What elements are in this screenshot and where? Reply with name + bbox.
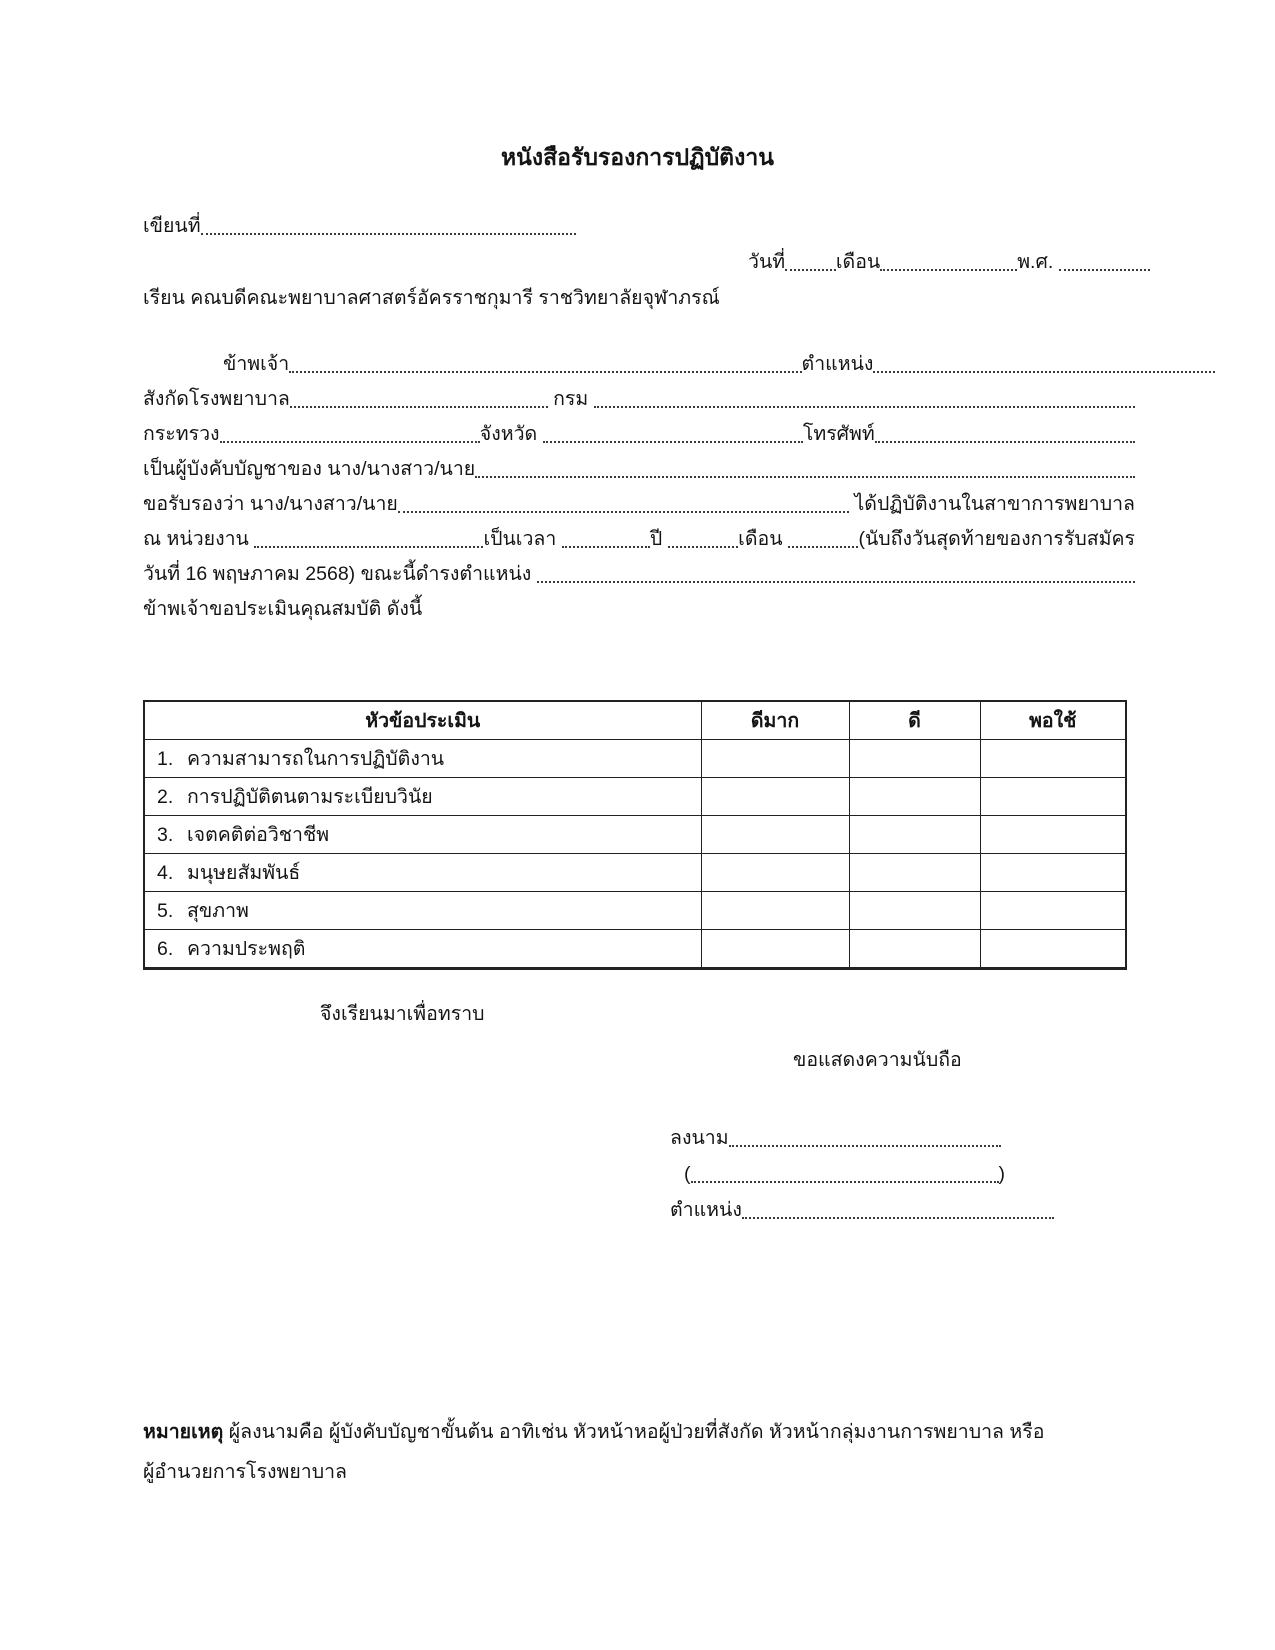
rating-cell-good — [849, 892, 980, 930]
dotted-fill-line — [398, 509, 849, 513]
field-label: สังกัดโรงพยาบาล — [143, 388, 290, 410]
col-header-good: ดี — [849, 701, 980, 740]
rating-cell-fair — [980, 740, 1126, 778]
row-number: 2. — [157, 786, 174, 808]
field-label: ) — [998, 1163, 1005, 1185]
dotted-fill-line — [594, 404, 1135, 408]
rating-cell-very-good — [701, 930, 849, 969]
body-line-evaluate-intro: ข้าพเจ้าขอประเมินคุณสมบัติ ดังนี้ — [143, 598, 423, 620]
rating-cell-very-good — [701, 778, 849, 816]
row-number: 5. — [157, 900, 174, 922]
body-line-unit-duration — [143, 525, 1135, 553]
col-header-topic: หัวข้อประเมิน — [144, 701, 701, 740]
row-topic: ความประพฤติ — [187, 938, 306, 960]
field-label: กรม — [547, 388, 594, 410]
body-line-certify-name — [143, 490, 1135, 518]
rating-cell-very-good — [701, 854, 849, 892]
row-topic: มนุษยสัมพันธ์ — [187, 862, 301, 884]
dotted-fill-line — [785, 267, 836, 271]
field-label: พ.ศ. — [1017, 251, 1059, 273]
field-label: วันที่ — [748, 251, 786, 273]
field-label: ตำแหน่ง — [670, 1199, 742, 1221]
rating-cell-fair — [980, 854, 1126, 892]
field-label: โทรศัพท์ — [802, 423, 875, 445]
col-header-fair: พอใช้ — [980, 701, 1126, 740]
table-header-row — [144, 701, 1126, 740]
dotted-fill-line — [873, 369, 1215, 373]
signature-fullname-paren-line — [684, 1160, 1005, 1188]
date-line — [748, 248, 1150, 276]
rating-cell-very-good — [701, 816, 849, 854]
dotted-fill-line — [289, 369, 801, 373]
body-line-supervisor-of — [143, 455, 1135, 483]
body-line-name-position — [143, 350, 1215, 378]
field-label: ได้ปฏิบัติงานในสาขาการพยาบาล — [849, 493, 1135, 515]
evaluation-table — [143, 700, 1127, 970]
rating-cell-good — [849, 854, 980, 892]
rating-cell-fair — [980, 816, 1126, 854]
dotted-fill-line — [691, 1179, 999, 1183]
dotted-fill-line — [875, 439, 1135, 443]
dotted-fill-line — [537, 579, 1135, 583]
body-line-deadline-current-position — [143, 560, 1135, 588]
body-line-ministry-province-phone — [143, 420, 1135, 448]
field-label: ปี — [649, 528, 668, 550]
dotted-fill-line — [220, 439, 480, 443]
rating-cell-fair — [980, 930, 1126, 969]
footnote-text: ผู้ลงนามคือ ผู้บังคับบัญชาขั้นต้น อาทิเช่น หัวหน้าหอผู้ป่วยที่สังกัด หัวหน้ากลุ่มงานการพยาบาล หรือ — [223, 1421, 1045, 1443]
dotted-fill-line — [742, 1215, 1054, 1219]
field-label: เป็นเวลา — [483, 528, 562, 550]
field-label: ณ หน่วยงาน — [143, 528, 255, 550]
field-label: ขอรับรองว่า นาง/นางสาว/นาย — [143, 493, 398, 515]
closing-acknowledge: จึงเรียนมาเพื่อทราบ — [320, 1003, 485, 1025]
row-topic: การปฏิบัติตนตามระเบียบวินัย — [187, 786, 433, 808]
rating-cell-good — [849, 816, 980, 854]
dotted-fill-line — [729, 1143, 1001, 1147]
signature-name-line — [670, 1124, 1001, 1152]
closing-respect: ขอแสดงความนับถือ — [793, 1049, 962, 1071]
dotted-fill-line — [1059, 267, 1150, 271]
dotted-fill-line — [668, 544, 739, 548]
dotted-fill-line — [880, 267, 1017, 271]
row-topic: ความสามารถในการปฏิบัติงาน — [187, 748, 445, 770]
field-label: (นับถึงวันสุดท้ายของการรับสมัคร — [858, 528, 1135, 550]
field-label: ลงนาม — [670, 1127, 729, 1149]
row-number: 1. — [157, 748, 174, 770]
salutation-line: เรียน คณบดีคณะพยาบาลศาสตร์อัครราชกุมารี ราชวิทยาลัยจุฬาภรณ์ — [143, 287, 720, 309]
table-row — [144, 854, 1126, 892]
field-label: ตำแหน่ง — [801, 353, 874, 375]
row-topic: เจตคติต่อวิชาชีพ — [187, 824, 330, 846]
table-row — [144, 930, 1126, 969]
table-row — [144, 740, 1126, 778]
rating-cell-very-good — [701, 892, 849, 930]
rating-cell-fair — [980, 778, 1126, 816]
row-number: 4. — [157, 862, 174, 884]
dotted-fill-line — [475, 474, 1135, 478]
dotted-fill-line — [788, 544, 859, 548]
table-row — [144, 816, 1126, 854]
dotted-fill-line — [201, 231, 576, 235]
field-label: กระทรวง — [143, 423, 220, 445]
rating-cell-good — [849, 778, 980, 816]
signature-position-line — [670, 1196, 1054, 1224]
row-number: 3. — [157, 824, 174, 846]
dotted-fill-line — [543, 439, 803, 443]
table-row — [144, 892, 1126, 930]
rating-cell-good — [849, 930, 980, 969]
footnote-label: หมายเหตุ — [143, 1421, 224, 1443]
rating-cell-very-good — [701, 740, 849, 778]
dotted-fill-line — [254, 544, 483, 548]
rating-cell-good — [849, 740, 980, 778]
dotted-fill-line — [562, 544, 650, 548]
rating-cell-fair — [980, 892, 1126, 930]
dotted-fill-line — [290, 404, 548, 408]
written-at-line — [143, 212, 603, 240]
field-label: วันที่ 16 พฤษภาคม 2568) ขณะนี้ดำรงตำแหน่ง — [143, 563, 537, 585]
body-line-hospital-department — [143, 385, 1135, 413]
col-header-very-good: ดีมาก — [701, 701, 849, 740]
row-topic: สุขภาพ — [187, 900, 249, 922]
footnote-line2: ผู้อำนวยการโรงพยาบาล — [143, 1461, 347, 1483]
table-row — [144, 778, 1126, 816]
footnote-line1 — [143, 1418, 1135, 1446]
field-label: เขียนที่ — [143, 215, 201, 237]
field-label: ( — [684, 1163, 691, 1185]
field-label: ข้าพเจ้า — [223, 353, 290, 375]
document-title: หนังสือรับรองการปฏิบัติงาน — [501, 144, 774, 170]
row-number: 6. — [157, 938, 174, 960]
field-label: เดือน — [835, 251, 881, 273]
field-label: เดือน — [738, 528, 788, 550]
field-label: เป็นผู้บังคับบัญชาของ นาง/นางสาว/นาย — [143, 458, 476, 480]
field-label: จังหวัด — [479, 423, 543, 445]
